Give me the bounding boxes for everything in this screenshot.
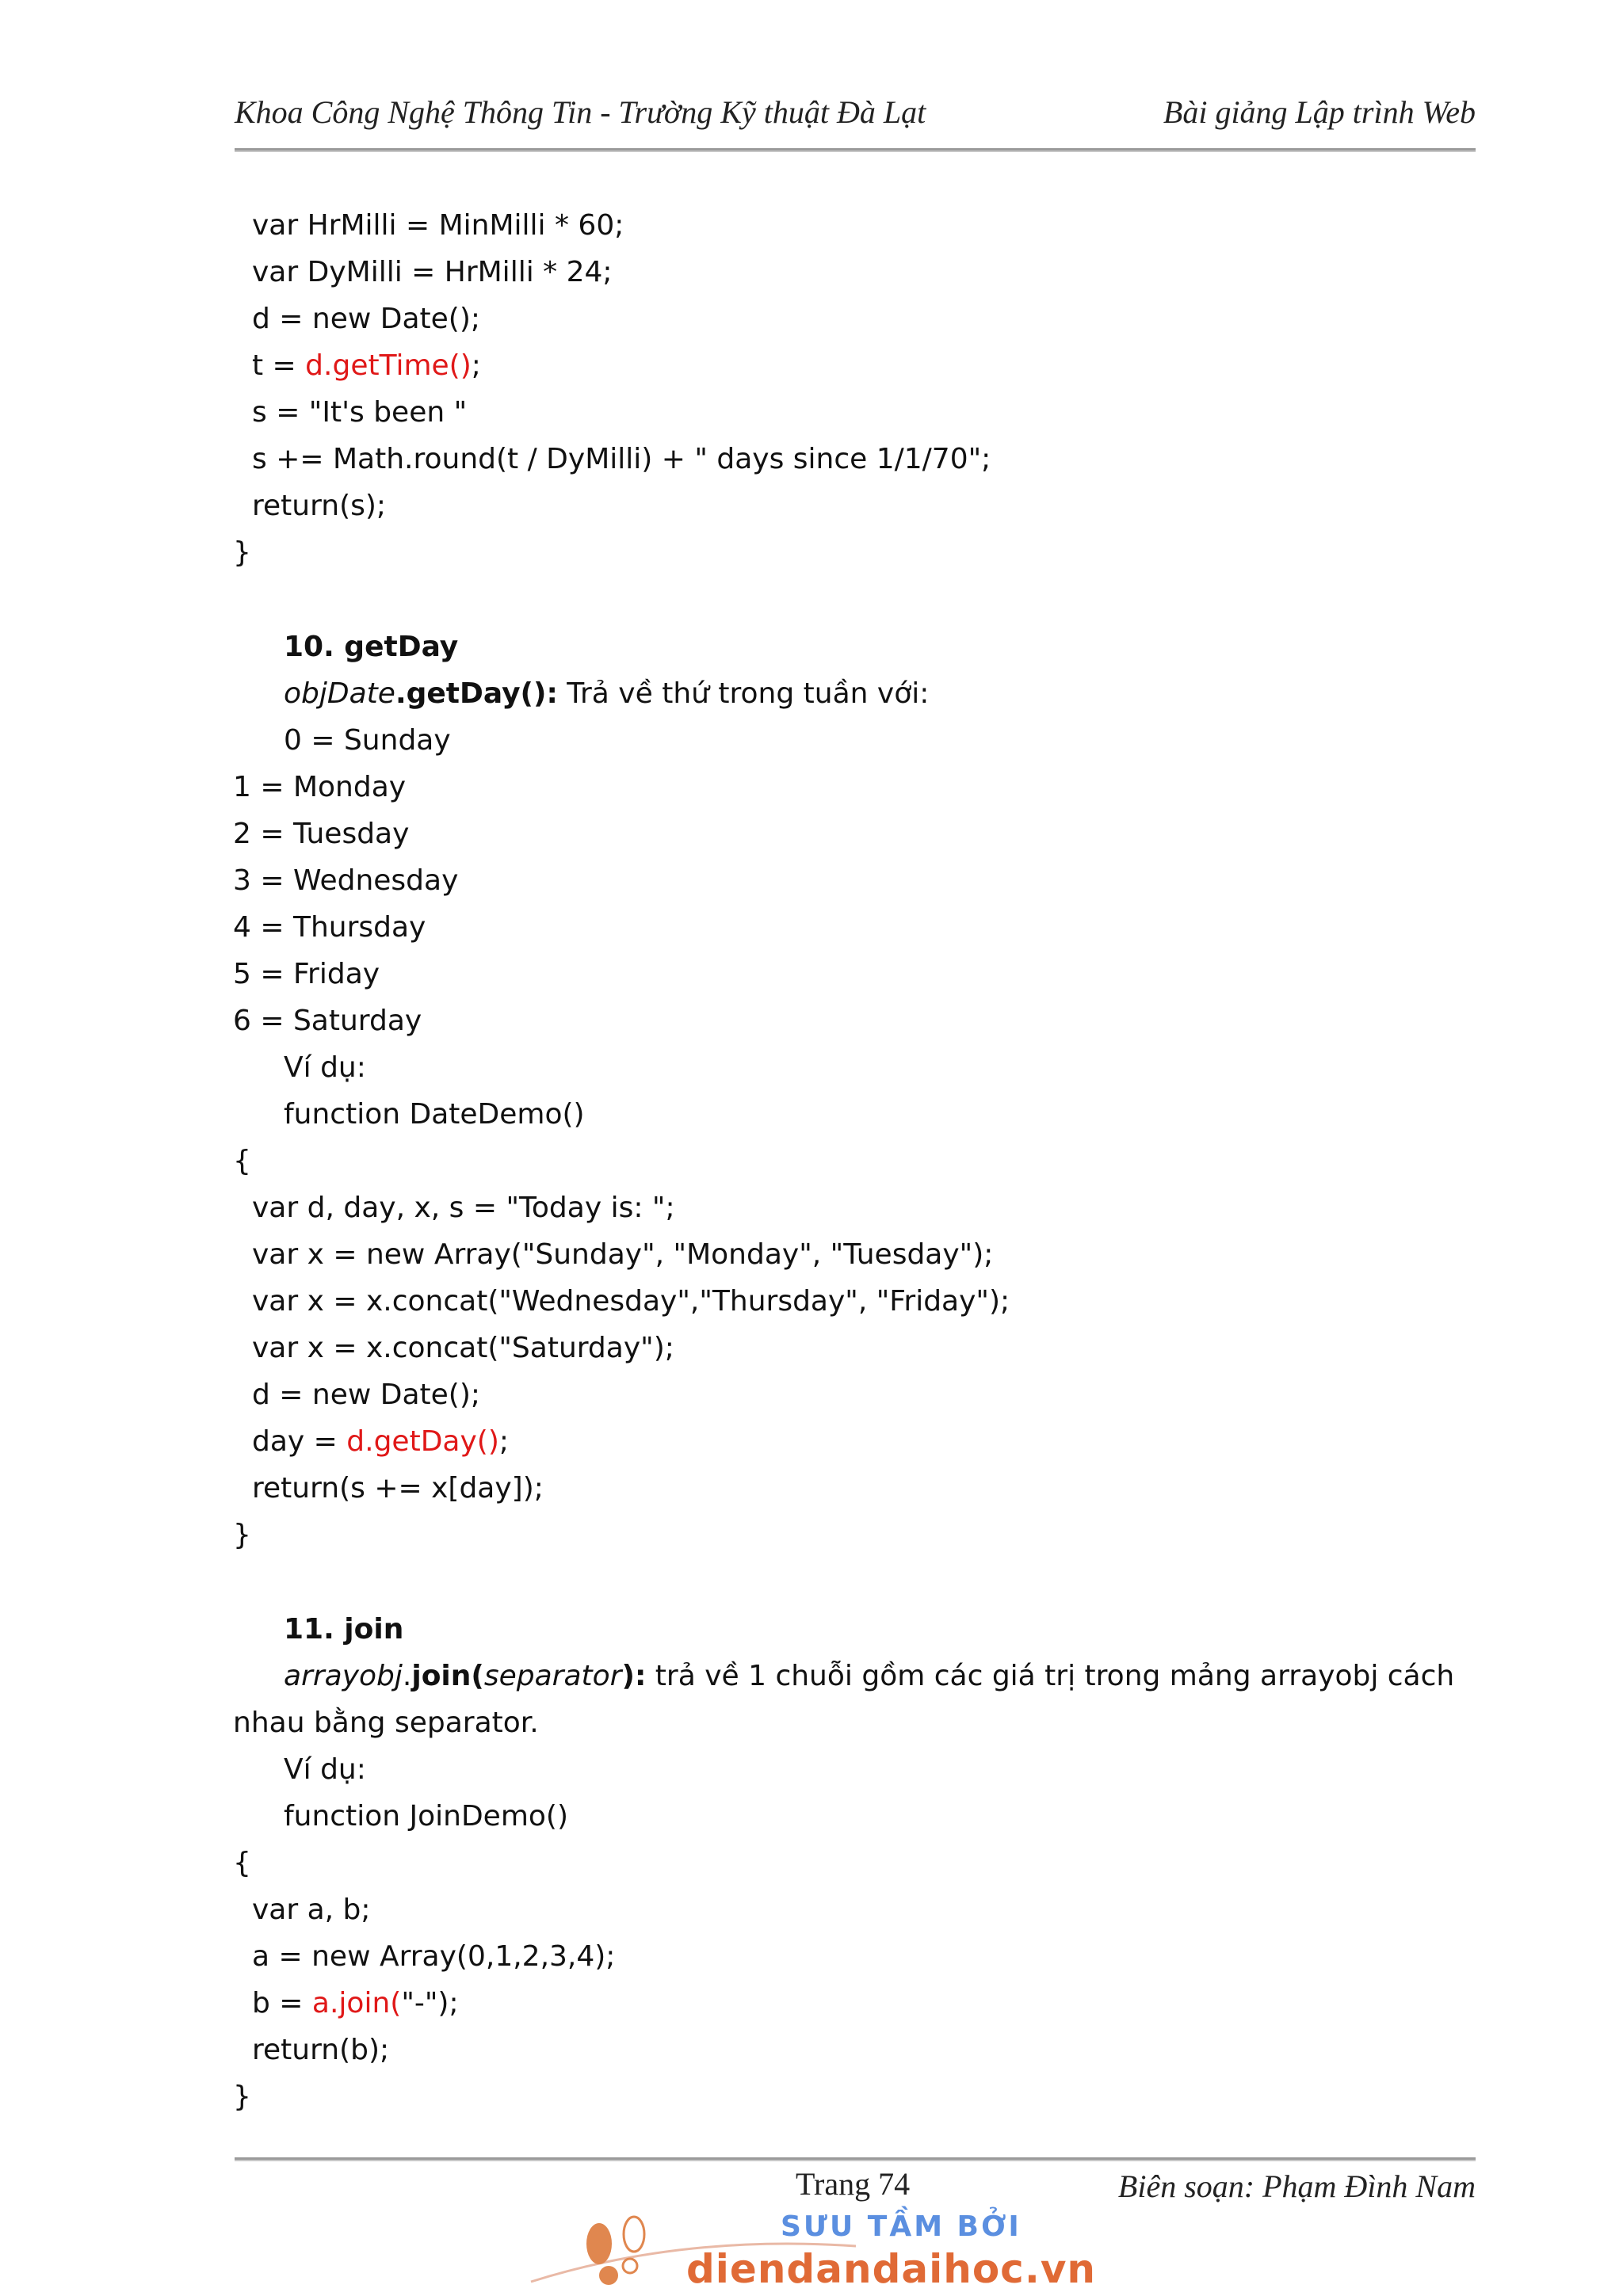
code-line: var DyMilli = HrMilli * 24;	[252, 256, 613, 288]
code-line: var HrMilli = MinMilli * 60;	[252, 209, 624, 242]
code-line: var x = x.concat("Saturday");	[252, 1332, 674, 1364]
code-line: var a, b;	[252, 1894, 371, 1926]
code-line: b = a.join("-");	[252, 1987, 459, 2019]
code-line: d = new Date();	[252, 1379, 481, 1411]
code-brace: }	[233, 2081, 251, 2113]
code-line: s += Math.round(t / DyMilli) + " days since 1/1/70";	[252, 443, 991, 475]
day-item: 3 = Wednesday	[233, 864, 459, 897]
code-line: function JoinDemo()	[284, 1800, 569, 1833]
header-rule	[235, 148, 1476, 152]
code-line: var d, day, x, s = "Today is: ";	[252, 1192, 675, 1224]
watermark-site: diendandaihoc.vn	[686, 2246, 1097, 2292]
code-line: return(b);	[252, 2034, 390, 2066]
code-line: var x = x.concat("Wednesday","Thursday", "Friday");	[252, 1285, 1010, 1318]
section-title-getday: 10. getDay	[284, 631, 459, 663]
highlight-gettime: d.getTime()	[305, 349, 472, 382]
day-item: 6 = Saturday	[233, 1005, 422, 1037]
code-line: t = d.getTime();	[252, 349, 481, 382]
code-brace: {	[233, 1145, 251, 1177]
highlight-getday: d.getDay()	[346, 1425, 499, 1458]
code-line: return(s += x[day]);	[252, 1472, 544, 1505]
example-label: Ví dụ:	[284, 1753, 366, 1786]
code-brace: }	[233, 536, 251, 569]
day-item: 0 = Sunday	[284, 724, 451, 757]
header-left: Khoa Công Nghệ Thông Tin - Trường Kỹ thuật Đà Lạt	[235, 94, 926, 130]
day-item: 2 = Tuesday	[233, 818, 410, 850]
day-item: 1 = Monday	[233, 771, 407, 803]
footer-rule	[235, 2157, 1476, 2161]
page-number: Trang 74	[796, 2166, 911, 2202]
highlight-join: a.join(	[311, 1987, 402, 2019]
code-line: s = "It's been "	[252, 396, 468, 429]
description-line: nhau bằng separator.	[233, 1707, 539, 1739]
code-line: d = new Date();	[252, 303, 481, 335]
day-item: 4 = Thursday	[233, 911, 426, 944]
day-item: 5 = Friday	[233, 958, 380, 990]
code-brace: }	[233, 1519, 251, 1551]
code-brace: {	[233, 1847, 251, 1879]
code-line: a = new Array(0,1,2,3,4);	[252, 1940, 616, 1973]
code-line: function DateDemo()	[284, 1098, 585, 1131]
author: Biên soạn: Phạm Đình Nam	[1117, 2168, 1476, 2204]
code-line: var x = new Array("Sunday", "Monday", "Tuesday");	[252, 1238, 994, 1271]
method-signature: objDate.getDay(): Trả về thứ trong tuần với:	[284, 677, 930, 710]
code-line: day = d.getDay();	[252, 1425, 510, 1458]
section-title-join: 11. join	[284, 1613, 404, 1646]
watermark-caption: SƯU TẦM BỞI	[781, 2210, 1022, 2243]
header-right: Bài giảng Lập trình Web	[1163, 94, 1476, 130]
example-label: Ví dụ:	[284, 1051, 366, 1084]
code-line: return(s);	[252, 490, 387, 522]
method-signature: arrayobj.join(separator): trả về 1 chuỗi gồm các giá trị trong mảng arrayobj cách	[284, 1660, 1455, 1692]
